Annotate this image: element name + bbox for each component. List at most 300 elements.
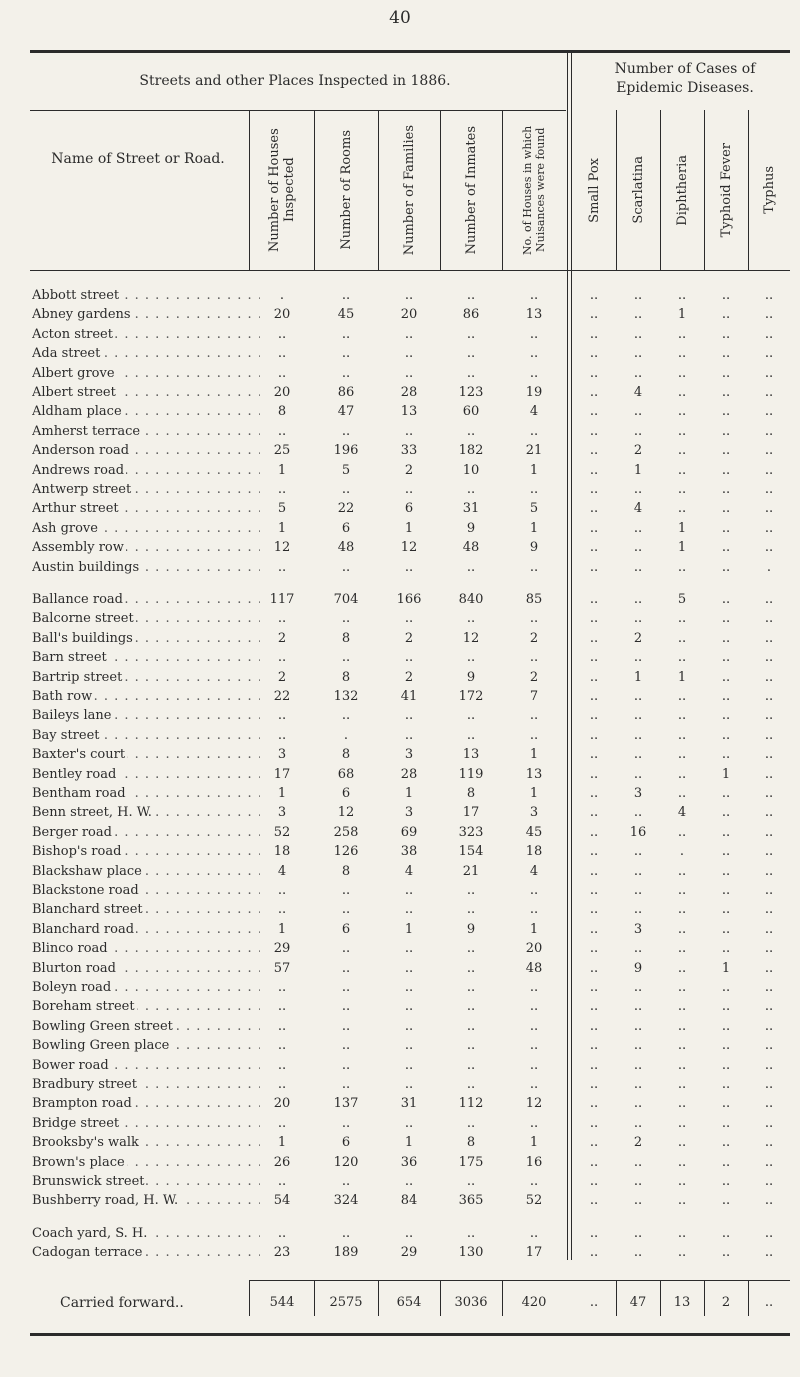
street-name-label: Aldham place <box>32 404 122 420</box>
cell-nuisance-houses: .. <box>529 1057 539 1073</box>
cell-nuisance-houses: 48 <box>525 960 543 976</box>
cell-scarlatina: .. <box>633 1018 643 1034</box>
cell-nuisance-houses: .. <box>529 365 539 381</box>
cell-inmates: .. <box>466 980 476 995</box>
cell-rooms: 22 <box>337 501 355 517</box>
table-row <box>30 1076 790 1094</box>
cell-typhus: .. <box>764 1193 774 1209</box>
cell-scarlatina: .. <box>633 883 643 898</box>
header-bottom-rule <box>30 270 790 271</box>
street-name <box>32 403 260 421</box>
cell-scarlatina: .. <box>633 727 643 743</box>
cell-nuisance-houses: .. <box>529 1018 539 1034</box>
cell-families: 28 <box>400 766 418 782</box>
cell-small-pox: .. <box>589 346 599 362</box>
cell-houses-inspected: .. <box>277 650 287 666</box>
cell-typhus: .. <box>764 462 774 478</box>
cell-nuisance-houses: 19 <box>525 385 543 400</box>
cell-typhoid-fever: .. <box>721 883 731 898</box>
cell-rooms: .. <box>341 1077 351 1092</box>
street-name-label: Blurton road <box>32 960 116 976</box>
cell-families: .. <box>404 902 414 918</box>
cell-typhus: .. <box>764 630 774 646</box>
cell-houses-inspected: 2 <box>277 669 287 685</box>
cell-houses-inspected: .. <box>277 1057 287 1073</box>
cell-small-pox: .. <box>589 630 599 646</box>
cell-small-pox: .. <box>589 689 599 704</box>
cell-typhus: .. <box>764 365 774 381</box>
cell-houses-inspected: .. <box>277 1018 287 1034</box>
cell-diphtheria: .. <box>677 727 687 743</box>
cell-diphtheria: .. <box>677 1018 687 1034</box>
cell-typhoid-fever: .. <box>721 1077 731 1092</box>
street-name-label: Brunswick street <box>32 1174 145 1189</box>
table-row <box>30 481 790 499</box>
cell-rooms: .. <box>341 883 351 898</box>
cell-families: 1 <box>404 520 414 536</box>
cell-scarlatina: .. <box>633 863 643 879</box>
cell-typhoid-fever: .. <box>721 902 731 918</box>
cell-diphtheria: .. <box>677 1057 687 1073</box>
cell-typhoid-fever: 1 <box>721 766 731 782</box>
cell-families: .. <box>404 941 414 957</box>
cell-nuisance-houses: .. <box>529 423 539 439</box>
cell-families: .. <box>404 999 414 1015</box>
cell-small-pox: .. <box>589 462 599 478</box>
cell-houses-inspected: 20 <box>273 307 291 323</box>
cell-nuisance-houses: 13 <box>525 766 543 782</box>
street-name <box>32 979 260 997</box>
cell-inmates: 172 <box>458 689 484 704</box>
cell-families: 31 <box>400 1096 418 1112</box>
cell-rooms: 12 <box>337 805 355 821</box>
cell-houses-inspected: .. <box>277 1077 287 1092</box>
street-name <box>32 1225 260 1243</box>
street-name-label: Bay street <box>32 727 100 743</box>
cell-small-pox: .. <box>589 307 599 323</box>
cell-inmates: .. <box>466 611 476 627</box>
table-row <box>30 1134 790 1152</box>
column-header-label: Number of Houses Inspected <box>267 128 297 252</box>
cell-typhus: .. <box>764 385 774 400</box>
cell-inmates: 48 <box>462 540 480 556</box>
cell-diphtheria: 1 <box>677 669 687 685</box>
cell-nuisance-houses: .. <box>529 326 539 342</box>
cell-rooms: 8 <box>341 630 351 646</box>
street-name <box>32 1192 260 1210</box>
street-name <box>32 1244 260 1262</box>
table-row <box>30 610 790 628</box>
street-name-label: Acton street <box>32 326 113 342</box>
cell-houses-inspected: .. <box>277 326 287 342</box>
cell-scarlatina: .. <box>633 1174 643 1189</box>
column-header-families <box>378 110 440 270</box>
cell-scarlatina: .. <box>633 689 643 704</box>
cell-typhoid-fever: .. <box>721 980 731 995</box>
cell-typhoid-fever: .. <box>721 999 731 1015</box>
cell-houses-inspected: 1 <box>277 520 287 536</box>
cell-small-pox: .. <box>589 747 599 763</box>
cell-families: .. <box>404 365 414 381</box>
cell-houses-inspected: 1 <box>277 1135 287 1151</box>
cell-scarlatina: .. <box>633 520 643 536</box>
column-divider <box>314 110 315 270</box>
cell-scarlatina: .. <box>633 999 643 1015</box>
street-name <box>32 384 260 402</box>
street-name <box>32 481 260 499</box>
street-name-label: Bowling Green place <box>32 1038 170 1054</box>
cell-nuisance-houses: 21 <box>525 443 543 459</box>
cell-diphtheria: .. <box>677 1154 687 1170</box>
cell-scarlatina: .. <box>633 423 643 439</box>
street-name-label: Bradbury street <box>32 1077 137 1092</box>
table-row <box>30 746 790 764</box>
cell-typhoid-fever: .. <box>721 611 731 627</box>
table-row <box>30 1154 790 1172</box>
table-row <box>30 863 790 881</box>
total-typhus: .. <box>764 1295 774 1310</box>
column-divider <box>440 110 441 270</box>
street-name-label: Cadogan terrace <box>32 1245 143 1261</box>
street-name <box>32 287 260 305</box>
cell-nuisance-houses: .. <box>529 727 539 743</box>
cell-inmates: .. <box>466 941 476 957</box>
cell-typhus: .. <box>764 1245 774 1261</box>
total-divider <box>314 1280 315 1316</box>
table-row <box>30 998 790 1016</box>
cell-rooms: .. <box>341 650 351 666</box>
cell-nuisance-houses: 1 <box>529 520 539 536</box>
street-name-label: Ballance road <box>32 592 123 607</box>
cell-inmates: .. <box>466 708 476 724</box>
cell-rooms: 8 <box>341 863 351 879</box>
cell-scarlatina: .. <box>633 941 643 957</box>
cell-typhoid-fever: .. <box>721 708 731 724</box>
cell-houses-inspected: .. <box>277 559 287 575</box>
cell-typhoid-fever: .. <box>721 1193 731 1209</box>
cell-inmates: .. <box>466 727 476 743</box>
street-name <box>32 998 260 1016</box>
column-header-inmates <box>440 110 502 270</box>
cell-diphtheria: .. <box>677 1174 687 1189</box>
table-row <box>30 326 790 344</box>
cell-typhoid-fever: .. <box>721 1038 731 1054</box>
cell-families: .. <box>404 1057 414 1073</box>
cell-nuisance-houses: .. <box>529 559 539 575</box>
cell-typhus: .. <box>764 786 774 801</box>
cell-small-pox: .. <box>589 1018 599 1034</box>
cell-nuisance-houses: 20 <box>525 941 543 957</box>
cell-scarlatina: .. <box>633 346 643 362</box>
total-rooms: 2575 <box>329 1295 363 1310</box>
cell-families: .. <box>404 326 414 342</box>
cell-scarlatina: .. <box>633 844 643 860</box>
cell-typhus: .. <box>764 883 774 898</box>
table-row <box>30 539 790 557</box>
cell-nuisance-houses: 16 <box>525 1154 543 1170</box>
cell-typhus: .. <box>764 727 774 743</box>
cell-houses-inspected: 3 <box>277 805 287 821</box>
cell-inmates: 21 <box>462 863 480 879</box>
cell-typhus: .. <box>764 592 774 607</box>
cell-typhoid-fever: .. <box>721 482 731 497</box>
table-row <box>30 591 790 609</box>
cell-diphtheria: .. <box>677 346 687 362</box>
table-row <box>30 345 790 363</box>
cell-families: .. <box>404 482 414 497</box>
street-name-label: Bowling Green street <box>32 1018 173 1034</box>
cell-nuisance-houses: .. <box>529 883 539 898</box>
cell-inmates: 60 <box>462 404 480 420</box>
cell-small-pox: .. <box>589 902 599 918</box>
table-row <box>30 1192 790 1210</box>
total-divider <box>704 1280 705 1316</box>
street-name <box>32 1173 260 1191</box>
cell-nuisance-houses: .. <box>529 1225 539 1241</box>
column-divider <box>249 110 250 270</box>
total-nuisance-houses: 420 <box>521 1295 547 1310</box>
cell-scarlatina: .. <box>633 766 643 782</box>
cell-nuisance-houses: 5 <box>529 501 539 517</box>
cell-nuisance-houses: 17 <box>525 1245 543 1261</box>
cell-inmates: .. <box>466 999 476 1015</box>
cell-typhus: .. <box>764 863 774 879</box>
street-name-label: Abbott street <box>32 288 120 303</box>
cell-typhoid-fever: .. <box>721 1057 731 1073</box>
cell-rooms: 132 <box>333 689 359 704</box>
table-row <box>30 882 790 900</box>
cell-nuisance-houses: 13 <box>525 307 543 323</box>
cell-rooms: .. <box>341 1225 351 1241</box>
street-name-label: Bartrip street <box>32 669 123 685</box>
cell-inmates: .. <box>466 326 476 342</box>
cell-inmates: 154 <box>458 844 484 860</box>
street-name-label: Albert grove <box>32 365 115 381</box>
table-row <box>30 1244 790 1262</box>
cell-typhoid-fever: .. <box>721 689 731 704</box>
cell-typhoid-fever: .. <box>721 385 731 400</box>
cell-typhoid-fever: .. <box>721 630 731 646</box>
cell-families: .. <box>404 1018 414 1034</box>
cell-small-pox: .. <box>589 883 599 898</box>
cell-diphtheria: .. <box>677 708 687 724</box>
cell-rooms: .. <box>341 288 351 303</box>
cell-houses-inspected: .. <box>277 1115 287 1131</box>
street-name <box>32 610 260 628</box>
street-name <box>32 345 260 363</box>
cell-typhoid-fever: .. <box>721 559 731 575</box>
cell-small-pox: .. <box>589 941 599 957</box>
street-name <box>32 804 260 822</box>
cell-inmates: 130 <box>458 1245 484 1261</box>
street-name-label: Andrews road <box>32 462 125 478</box>
bottom-rule <box>30 1333 790 1336</box>
table-row <box>30 1037 790 1055</box>
cell-typhus: .. <box>764 501 774 517</box>
cell-families: 84 <box>400 1193 418 1209</box>
cell-rooms: 137 <box>333 1096 359 1112</box>
cell-diphtheria: .. <box>677 902 687 918</box>
table-row <box>30 804 790 822</box>
cell-nuisance-houses: .. <box>529 650 539 666</box>
cell-inmates: 323 <box>458 824 484 840</box>
cell-diphtheria: .. <box>677 689 687 704</box>
cell-typhoid-fever: .. <box>721 1225 731 1241</box>
cell-typhus: . <box>766 559 772 575</box>
street-name <box>32 462 260 480</box>
cell-typhus: .. <box>764 540 774 556</box>
cell-families: 36 <box>400 1154 418 1170</box>
table-row <box>30 843 790 861</box>
cell-small-pox: .. <box>589 863 599 879</box>
cell-families: 4 <box>404 863 414 879</box>
column-divider <box>704 110 705 270</box>
cell-rooms: 6 <box>341 786 351 801</box>
cell-small-pox: .. <box>589 1135 599 1151</box>
table-row <box>30 688 790 706</box>
cell-nuisance-houses: 7 <box>529 689 539 704</box>
cell-rooms: 8 <box>341 747 351 763</box>
cell-nuisance-houses: .. <box>529 1174 539 1189</box>
cell-diphtheria: .. <box>677 1245 687 1261</box>
cell-scarlatina: .. <box>633 540 643 556</box>
cell-rooms: 6 <box>341 520 351 536</box>
street-name <box>32 1076 260 1094</box>
carried-forward-label: Carried forward.. <box>60 1295 184 1311</box>
cell-rooms: 120 <box>333 1154 359 1170</box>
cell-diphtheria: 1 <box>677 540 687 556</box>
cell-inmates: .. <box>466 1115 476 1131</box>
cell-typhoid-fever: .. <box>721 346 731 362</box>
cell-inmates: 182 <box>458 443 484 459</box>
cell-diphtheria: .. <box>677 501 687 517</box>
street-name-label: Coach yard, S. H. <box>32 1225 148 1241</box>
cell-nuisance-houses: 85 <box>525 592 543 607</box>
cell-diphtheria: .. <box>677 1135 687 1151</box>
cell-nuisance-houses: .. <box>529 288 539 303</box>
cell-houses-inspected: 1 <box>277 786 287 801</box>
street-name <box>32 1037 260 1055</box>
cell-diphtheria: .. <box>677 999 687 1015</box>
cell-small-pox: .. <box>589 1225 599 1241</box>
cell-small-pox: .. <box>589 326 599 342</box>
cell-inmates: .. <box>466 1018 476 1034</box>
cell-typhus: .. <box>764 980 774 995</box>
street-name-label: Baileys lane <box>32 708 112 724</box>
street-name <box>32 1115 260 1133</box>
cell-houses-inspected: 1 <box>277 921 287 937</box>
cell-inmates: 840 <box>458 592 484 607</box>
table-row <box>30 423 790 441</box>
cell-houses-inspected: 12 <box>273 540 291 556</box>
cell-typhus: .. <box>764 921 774 937</box>
street-name-label: Ball's buildings <box>32 630 133 646</box>
street-name-label: Baxter's court <box>32 747 126 763</box>
cell-diphtheria: .. <box>677 1115 687 1131</box>
cell-nuisance-houses: .. <box>529 1077 539 1092</box>
cell-rooms: .. <box>341 326 351 342</box>
cell-typhus: .. <box>764 650 774 666</box>
cell-inmates: 31 <box>462 501 480 517</box>
cell-typhus: .. <box>764 999 774 1015</box>
cell-diphtheria: 1 <box>677 520 687 536</box>
cell-small-pox: .. <box>589 669 599 685</box>
cell-rooms: .. <box>341 1038 351 1054</box>
table-row <box>30 921 790 939</box>
total-inmates: 3036 <box>454 1295 488 1310</box>
cell-inmates: .. <box>466 960 476 976</box>
cell-families: .. <box>404 708 414 724</box>
cell-small-pox: .. <box>589 1038 599 1054</box>
cell-small-pox: .. <box>589 708 599 724</box>
cell-rooms: .. <box>341 611 351 627</box>
column-header-scarlatina <box>616 110 660 270</box>
cell-scarlatina: 4 <box>633 385 643 400</box>
cell-inmates: 365 <box>458 1193 484 1209</box>
cell-diphtheria: .. <box>677 824 687 840</box>
cell-houses-inspected: 5 <box>277 501 287 517</box>
cell-typhoid-fever: .. <box>721 404 731 420</box>
cell-diphtheria: .. <box>677 1193 687 1209</box>
column-header-rooms <box>314 110 378 270</box>
cell-typhoid-fever: .. <box>721 1245 731 1261</box>
street-name-label: Bridge street <box>32 1115 120 1131</box>
group-header-epidemic: Number of Cases of Epidemic Diseases. <box>614 61 756 96</box>
cell-houses-inspected: 8 <box>277 404 287 420</box>
cell-nuisance-houses: .. <box>529 902 539 918</box>
cell-inmates: .. <box>466 482 476 497</box>
table-row <box>30 785 790 803</box>
cell-houses-inspected: .. <box>277 708 287 724</box>
cell-houses-inspected: .. <box>277 1225 287 1241</box>
cell-typhoid-fever: .. <box>721 844 731 860</box>
street-name <box>32 1057 260 1075</box>
cell-typhoid-fever: .. <box>721 1135 731 1151</box>
cell-typhus: .. <box>764 404 774 420</box>
column-header-label: Number of Families <box>401 124 417 256</box>
cell-rooms: .. <box>341 902 351 918</box>
cell-nuisance-houses: 1 <box>529 462 539 478</box>
column-header-label: Number of Rooms <box>338 130 354 250</box>
total-houses-inspected: 544 <box>269 1295 295 1310</box>
cell-scarlatina: 3 <box>633 921 643 937</box>
street-name <box>32 1018 260 1036</box>
cell-inmates: .. <box>466 650 476 666</box>
cell-diphtheria: 4 <box>677 805 687 821</box>
total-top-rule <box>250 1280 790 1281</box>
table-row <box>30 979 790 997</box>
cell-inmates: 8 <box>466 1135 476 1151</box>
table-row <box>30 766 790 784</box>
cell-inmates: .. <box>466 1038 476 1054</box>
cell-small-pox: .. <box>589 404 599 420</box>
cell-typhus: .. <box>764 1174 774 1189</box>
cell-diphtheria: .. <box>677 288 687 303</box>
street-name-label: Abney gardens <box>32 307 131 323</box>
column-divider <box>378 110 379 270</box>
cell-families: 28 <box>400 385 418 400</box>
street-name-label: Bower road <box>32 1057 109 1073</box>
cell-nuisance-houses: 45 <box>525 824 543 840</box>
cell-inmates: .. <box>466 346 476 362</box>
street-name-label: Albert street <box>32 385 116 400</box>
cell-families: .. <box>404 1077 414 1092</box>
cell-typhus: .. <box>764 1057 774 1073</box>
cell-nuisance-houses: .. <box>529 346 539 362</box>
street-name-label: Assembly row <box>32 540 124 556</box>
cell-nuisance-houses: .. <box>529 1038 539 1054</box>
cell-families: 33 <box>400 443 418 459</box>
